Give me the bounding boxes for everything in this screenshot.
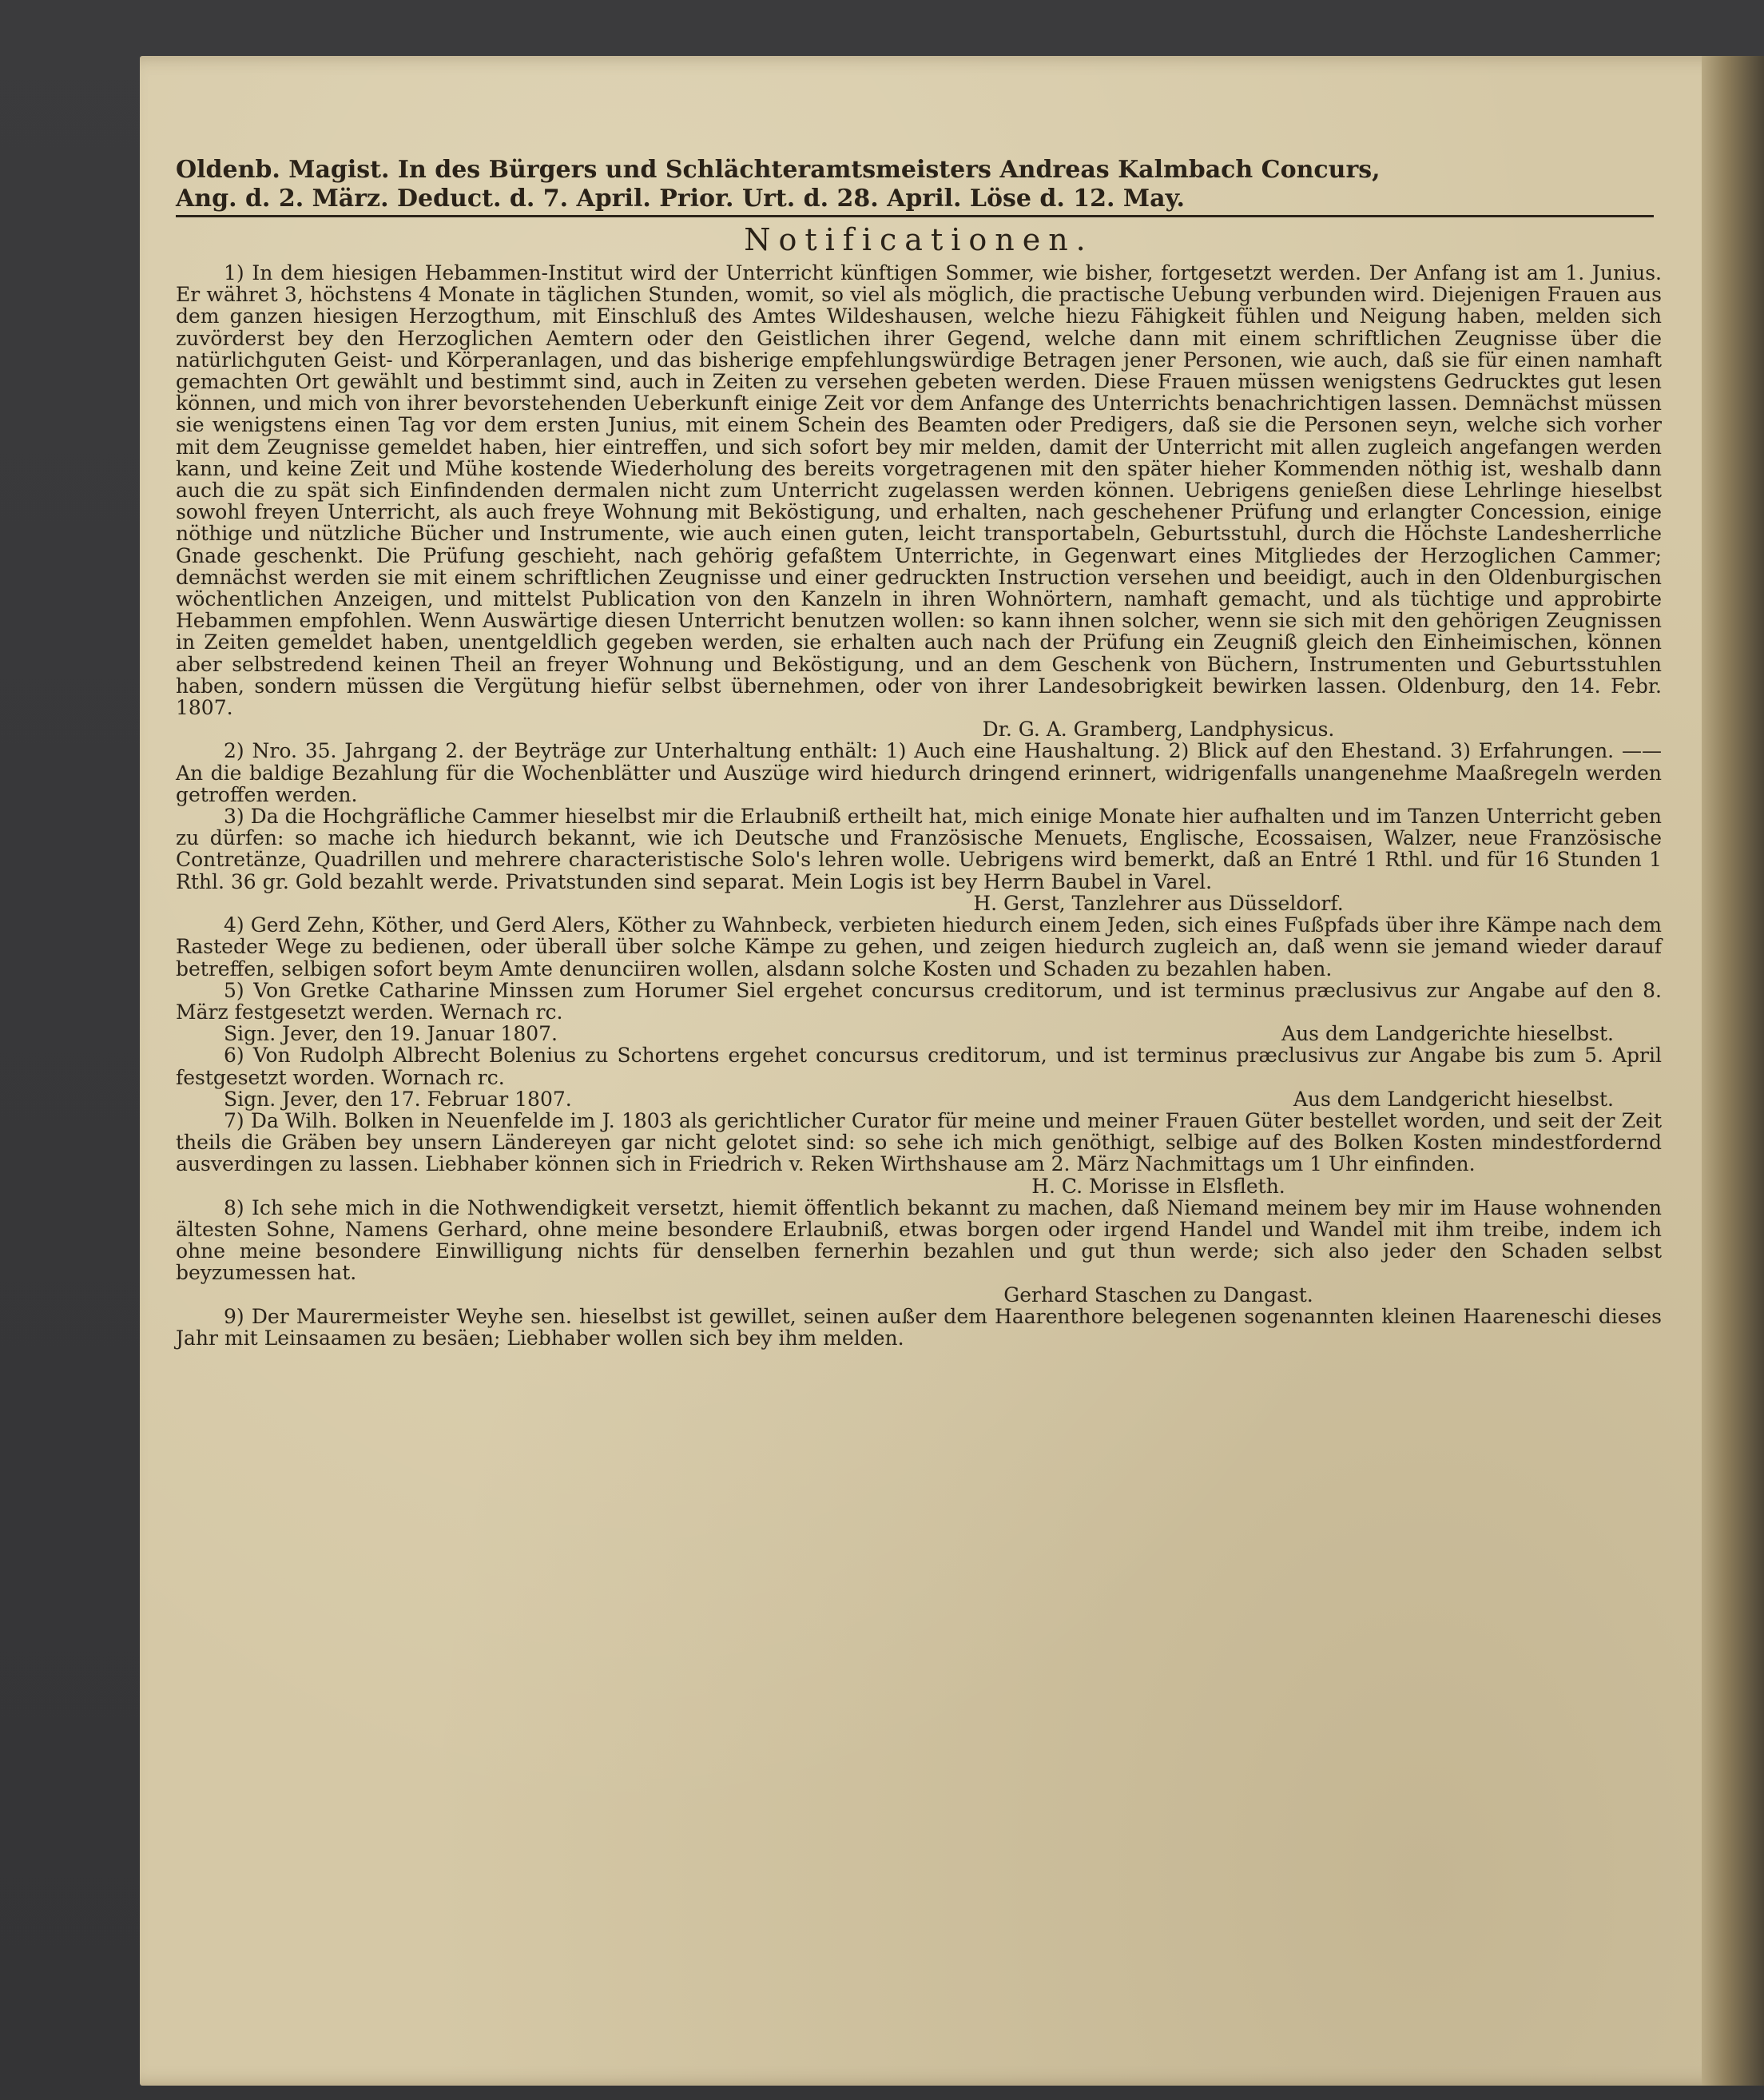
notice-6-place: Sign. Jever, den 17. Februar 1807. — [224, 1087, 572, 1111]
notice-3: 3) Da die Hochgräfliche Cammer hieselbst mir die Erlaubniß ertheilt hat, mich einige Monate hier aufhalten und im Tanzen Unterricht geben zu dürfen: so mache ich hiedurch bekannt, wie ich Deutsche und Französische Menuets, Englische, Ecossaisen, Walzer, neue Französische Contretänze, Quadrillen und mehrere characteristische Solo's lehren wolle. Uebrigens wird bemerkt, daß an Entré 1 Rthl. und für 16 Stunden 1 Rthl. 36 gr. Gold bezahlt werde. Privatstunden sind separat. Mein Logis ist bey Herrn Baubel in Varel. — [176, 805, 1662, 893]
notice-1: 1) In dem hiesigen Hebammen-Institut wird der Unterricht künftigen Sommer, wie bisher, fortgesetzt werden. Der Anfang ist am 1. Junius. Er währet 3, höchstens 4 Monate in täglichen Stunden, womit, so viel als möglich, die practische Uebung verbunden wird. Diejenigen Frauen aus dem ganzen hiesigen Herzogthum, mit Einschluß des Amtes Wildeshausen, welche hiezu Fähigkeit fühlen und Neigung haben, melden sich zuvörderst bey den Herzoglichen Aemtern oder den Geistlichen ihrer Gegend, welche dann mit einem schriftlichen Zeugnisse über die natürlichguten Geist- und Körperanlagen, und das bisherige empfehlungswürdige Betragen jener Personen, wie auch, daß sie für einen namhaft gemachten Ort gewählt und bestimmt sind, auch in Zeiten zu versehen gebeten werden. Diese Frauen müssen wenigstens Gedrucktes gut lesen können, und mich von ihrer bevorstehenden Ueberkunft einige Zeit vor dem Anfange des Unterrichts benachrichtigen lassen. Demnächst müssen sie wenigstens einen Tag vor dem ersten Junius, mit einem Schein des Beamten oder Predigers, daß sie die Personen seyn, welche sich vorher mit dem Zeugnisse gemeldet haben, hier eintreffen, und sich sofort bey mir melden, damit der Unterricht mit allen zugleich angefangen werden kann, und keine Zeit und Mühe kostende Wiederholung des bereits vorgetragenen mit den später hieher Kommenden nöthig ist, weshalb dann auch die zu spät sich Einfindenden dermalen nicht zum Unterricht zugelassen werden können. Uebrigens genießen diese Lehrlinge hieselbst sowohl freyen Unterricht, als auch freye Wohnung mit Beköstigung, und erhalten, nach geschehener Prüfung und erlangter Concession, einige nöthige und nützliche Bücher und Instrumente, wie auch einen guten, leicht transportabeln, Geburtsstuhl, durch die Höchste Landesherrliche Gnade geschenkt. Die Prüfung geschieht, nach gehörig gefaßtem Unterrichte, in Gegenwart eines Mitgliedes der Herzoglichen Cammer; demnächst werden sie mit einem schriftlichen Zeugnisse und einer gedruckten Instruction versehen und beeidigt, auch in den Oldenburgischen wöchentlichen Anzeigen, und mittelst Publication von den Kanzeln in ihren Wohnörtern, namhaft gemacht, und als tüchtige und approbirte Hebammen empfohlen. Wenn Auswärtige diesen Unterricht benutzen wollen: so kann ihnen solcher, wenn sie sich mit den gehörigen Zeugnissen in Zeiten gemeldet haben, unentgeldlich gegeben werden, sie erhalten auch nach der Prüfung ein Zeugniß gleich den Einheimischen, können aber selbstredend keinen Theil an freyer Wohnung und Beköstigung, und an dem Geschenk von Büchern, Instrumenten und Geburtsstuhlen haben, sondern müssen die Vergütung hiefür selbst übernehmen, oder von ihrer Landesobrigkeit bewirken lassen. Oldenburg, den 14. Febr. 1807. — [176, 261, 1662, 720]
notice-5-place: Sign. Jever, den 19. Januar 1807. — [224, 1022, 558, 1046]
notice-7: 7) Da Wilh. Bolken in Neuenfelde im J. 1803 als gerichtlicher Curator für meine und meiner Frauen Güter bestellet worden, und seit der Zeit theils die Gräben bey unsern Ländereyen gar nicht gelotet sind: so sehe ich mich genöthigt, selbige auf des Bolken Kosten mindestfordernd ausverdingen zu lassen. Liebhaber können sich in Friedrich v. Reken Wirthshause am 2. März Nachmittags um 1 Uhr einfinden. — [176, 1108, 1662, 1176]
header-line-1: Oldenb. Magist. In des Bürgers und Schlächteramtsmeisters Andreas Kalmbach Concurs, — [176, 156, 1381, 184]
notice-8: 8) Ich sehe mich in die Nothwendigkeit versetzt, hiemit öffentlich bekannt zu machen, daß Niemand meinem bey mir im Hause wohnenden ältesten Sohne, Namens Gerhard, ohne meine besondere Erlaubniß, etwas borgen oder irgend Handel und Wandel mit ihm treibe, indem ich ohne meine besondere Einwilligung nichts für denselben fernerhin bezahlen und gut thun werde; sich also jeder den Schaden selbst beyzumessen hat. — [176, 1195, 1662, 1285]
notice-6: 6) Von Rudolph Albrecht Bolenius zu Schortens ergehet concursus creditorum, und ist terminus præclusivus zur Angabe bis zum 5. April festgesetzt worden. Wornach rc. — [176, 1044, 1662, 1089]
page-content — [176, 156, 1662, 1349]
section-title: Notificationen. — [744, 222, 1094, 257]
header-line-2: Ang. d. 2. März. Deduct. d. 7. April. Prior. Urt. d. 28. April. Löse d. 12. May. — [176, 185, 1186, 213]
notice-5-footer — [176, 1023, 1662, 1044]
notice-6-signature: Aus dem Landgericht hieselbst. — [1293, 1087, 1614, 1111]
notice-5: 5) Von Gretke Catharine Minssen zum Horumer Siel ergehet concursus creditorum, und ist terminus præclusivus zur Angabe auf den 8. März festgesetzt werden. Wernach rc. — [176, 978, 1662, 1024]
notice-1-signature: Dr. G. A. Gramberg, Landphysicus. — [982, 718, 1335, 742]
notice-3-signature: H. Gerst, Tanzlehrer aus Düsseldorf. — [973, 891, 1344, 915]
notice-2: 2) Nro. 35. Jahrgang 2. der Beyträge zur Unterhaltung enthält: 1) Auch eine Haushaltung. 2) Blick auf den Ehestand. 3) Erfahrungen. —— An die baldige Bezahlung für die Wochenblätter und Auszüge wird hiedurch dringend erinnert, widrigenfalls unangenehme Maaßregeln werden getroffen werden. — [176, 739, 1662, 806]
notice-6-footer — [176, 1088, 1662, 1110]
page-gutter — [1702, 56, 1764, 2086]
header-rule — [176, 215, 1654, 217]
notice-7-signature: H. C. Morisse in Elsfleth. — [1031, 1174, 1285, 1198]
notice-9: 9) Der Maurermeister Weyhe sen. hieselbst ist gewillet, seinen außer dem Haarenthore belegenen sogenannten kleinen Haareneschi dieses Jahr mit Leinsaamen zu besäen; Liebhaber wollen sich bey ihm melden. — [176, 1304, 1662, 1350]
notice-5-signature: Aus dem Landgerichte hieselbst. — [1281, 1022, 1614, 1046]
notice-4: 4) Gerd Zehn, Köther, und Gerd Alers, Köther zu Wahnbeck, verbieten hiedurch einem Jeden, sich eines Fußpfads über ihre Kämpe nach dem Rasteder Wege zu bedienen, oder überall über solche Kämpe zu gehen, und zeigen hiedurch zugleich an, daß wenn sie jemand wieder darauf betreffen, selbigen sofort beym Amte denunciiren wollen, alsdann solche Kosten und Schaden zu bezahlen haben. — [176, 913, 1662, 980]
notice-8-signature: Gerhard Staschen zu Dangast. — [1003, 1283, 1313, 1307]
